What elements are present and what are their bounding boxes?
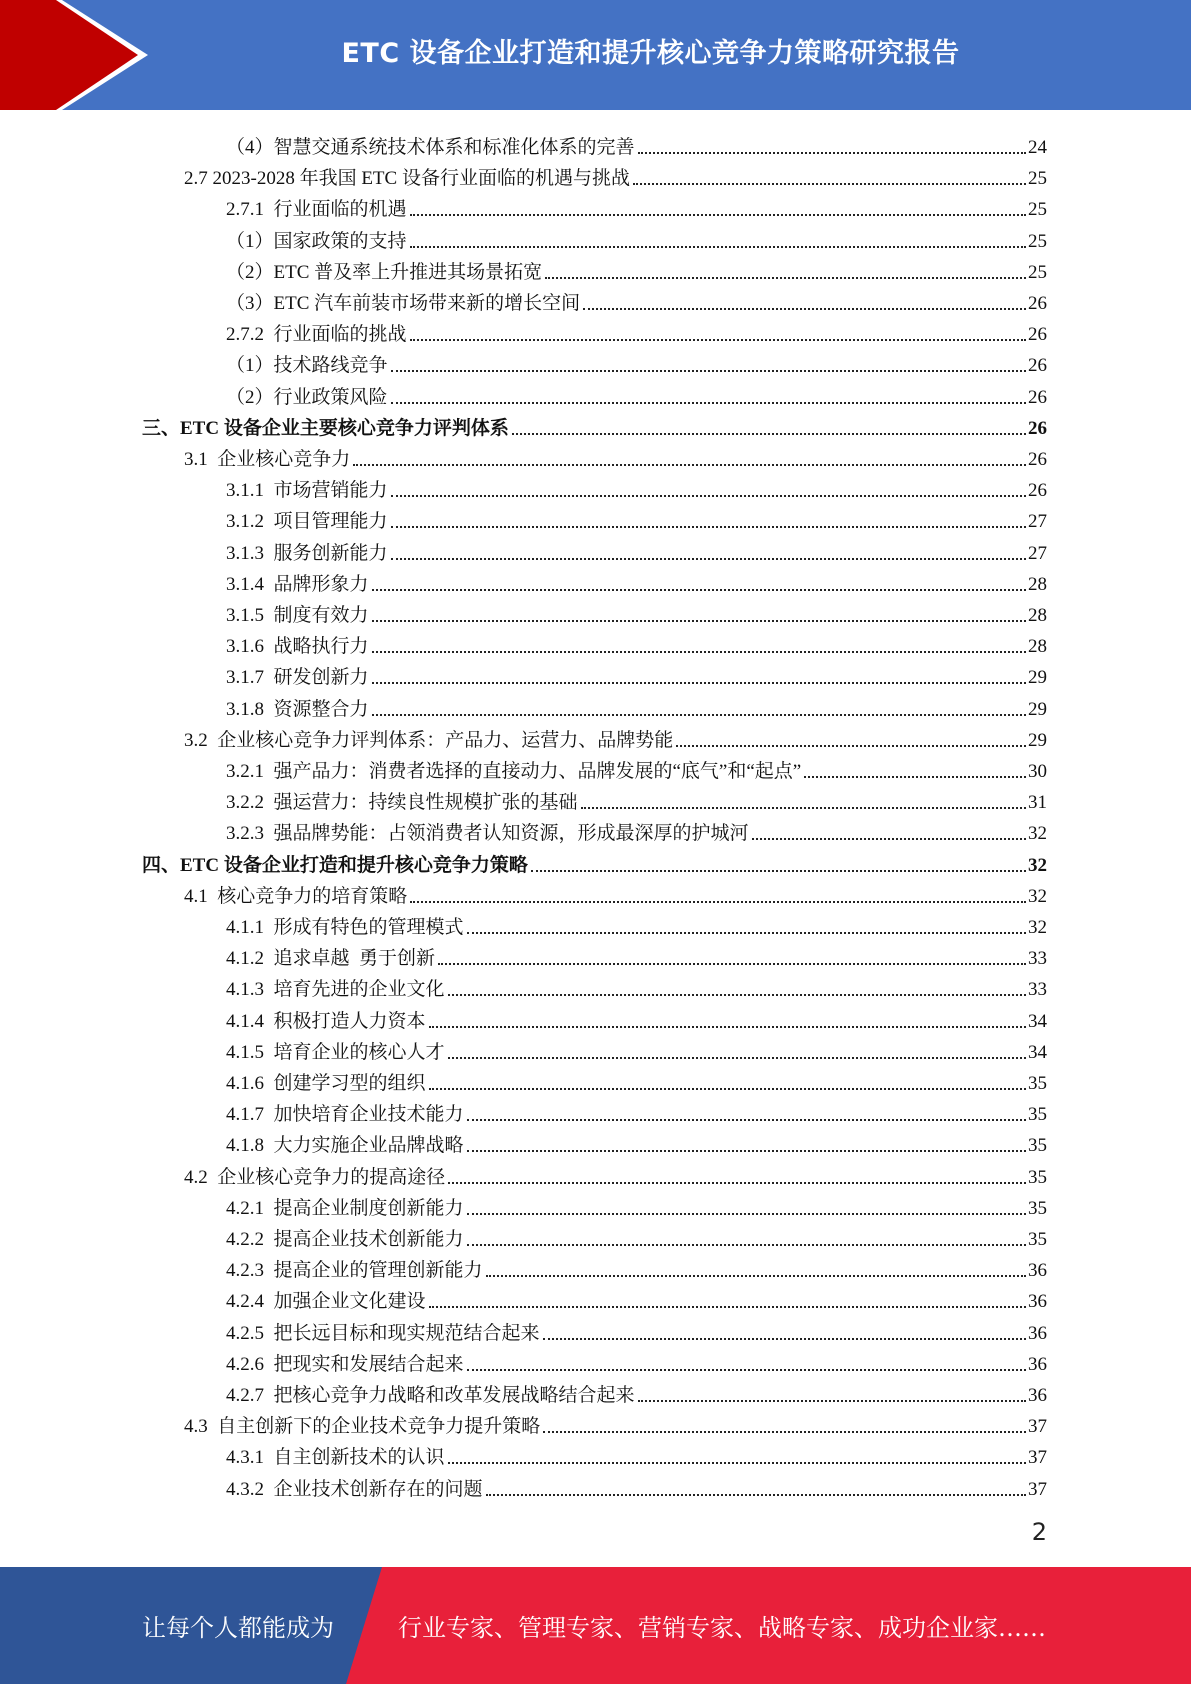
toc-entry[interactable] (226, 908, 1047, 939)
toc-dot-leader (448, 1182, 1026, 1184)
toc-dot-leader (633, 183, 1026, 185)
red-chevron-icon (0, 0, 160, 110)
toc-entry-title: 2.7 2023-2028 年我国 ETC 设备行业面临的机遇与挑战 (184, 168, 630, 190)
toc-entry-title: 4.2.4 加强企业文化建设 (226, 1291, 426, 1313)
toc-entry[interactable] (184, 440, 1047, 471)
toc-entry-page: 25 (1028, 230, 1047, 252)
toc-entry-page: 29 (1028, 729, 1047, 751)
toc-entry[interactable] (226, 1282, 1047, 1313)
toc-entry-page: 36 (1028, 1322, 1047, 1344)
toc-entry-title: 3.1.1 市场营销能力 (226, 480, 388, 502)
toc-entry[interactable] (226, 1064, 1047, 1095)
toc-dot-leader (438, 963, 1026, 965)
toc-entry[interactable] (226, 690, 1047, 721)
toc-entry-page: 32 (1028, 823, 1047, 845)
toc-entry[interactable] (184, 1158, 1047, 1189)
toc-dot-leader (467, 932, 1026, 934)
toc-dot-leader (583, 308, 1026, 310)
toc-entry-title: 4.1.4 积极打造人力资本 (226, 1010, 426, 1032)
toc-entry-page: 32 (1028, 917, 1047, 938)
toc-entry-page: 27 (1028, 511, 1047, 533)
toc-entry-title: 4.1.8 大力实施企业品牌战略 (226, 1135, 464, 1157)
toc-dot-leader (752, 838, 1026, 840)
toc-entry-page: 35 (1028, 1135, 1047, 1157)
toc-dot-leader (467, 1369, 1026, 1371)
toc-entry-title: 3.2 企业核心竞争力评判体系：产品力、运营力、品牌势能 (184, 729, 674, 751)
toc-entry-title: （1）国家政策的支持 (226, 230, 407, 252)
toc-entry-page: 31 (1028, 792, 1047, 814)
toc-dot-leader (391, 495, 1026, 497)
toc-entry[interactable] (226, 658, 1047, 689)
toc-entry-page: 25 (1028, 261, 1047, 283)
toc-entry[interactable] (226, 1376, 1047, 1407)
toc-entry-page: 25 (1028, 168, 1047, 190)
page-header (0, 0, 1191, 110)
toc-entry-title: 3.1.5 制度有效力 (226, 605, 369, 626)
toc-entry[interactable] (142, 409, 1047, 440)
toc-dot-leader (467, 1244, 1026, 1246)
toc-entry[interactable] (226, 1470, 1047, 1501)
toc-entry[interactable] (142, 846, 1047, 877)
toc-entry[interactable] (226, 1095, 1047, 1126)
toc-entry-page: 35 (1028, 1229, 1047, 1250)
toc-entry-page: 24 (1028, 137, 1047, 158)
toc-dot-leader (410, 901, 1026, 903)
toc-entry-title: 3.1 企业核心竞争力 (184, 449, 351, 470)
toc-entry-page: 33 (1028, 979, 1047, 1001)
page-number: 2 (1031, 1518, 1047, 1546)
toc-entry[interactable] (226, 783, 1047, 814)
toc-entry[interactable] (226, 1002, 1047, 1033)
toc-entry[interactable] (226, 315, 1047, 346)
toc-entry[interactable] (184, 1407, 1047, 1438)
toc-entry-page: 35 (1028, 1104, 1047, 1126)
toc-dot-leader (486, 1275, 1026, 1277)
toc-entry[interactable] (226, 1251, 1047, 1282)
toc-entry-title: 4.2.1 提高企业制度创新能力 (226, 1197, 464, 1219)
toc-entry-page: 35 (1028, 1166, 1047, 1188)
toc-dot-leader (391, 558, 1026, 560)
toc-entry[interactable] (226, 1189, 1047, 1220)
toc-entry-title: （1）技术路线竞争 (226, 355, 388, 377)
toc-entry-page: 34 (1028, 1041, 1047, 1063)
toc-entry-page: 26 (1028, 324, 1047, 346)
toc-entry-page: 26 (1028, 480, 1047, 502)
toc-dot-leader (467, 1213, 1026, 1215)
toc-entry[interactable] (226, 284, 1047, 315)
toc-dot-leader (372, 589, 1026, 591)
toc-entry-page: 26 (1028, 417, 1047, 439)
toc-entry-title: 4.1.6 创建学习型的组织 (226, 1073, 426, 1094)
toc-entry-title: 4.3 自主创新下的企业技术竞争力提升策略 (184, 1416, 541, 1438)
toc-entry-title: 4.2.2 提高企业技术创新能力 (226, 1229, 464, 1250)
toc-entry[interactable] (184, 721, 1047, 752)
toc-entry-title: 3.2.1 强产品力：消费者选择的直接动力、品牌发展的“底气”和“起点” (226, 761, 802, 782)
toc-entry-page: 28 (1028, 636, 1047, 658)
toc-entry-title: 3.1.3 服务创新能力 (226, 542, 388, 564)
toc-dot-leader (638, 1400, 1026, 1402)
toc-dot-leader (372, 682, 1026, 684)
toc-entry-title: 4.2.5 把长远目标和现实规范结合起来 (226, 1322, 540, 1344)
toc-dot-leader (676, 745, 1026, 747)
toc-dot-leader (543, 1338, 1026, 1340)
toc-entry[interactable] (226, 939, 1047, 970)
toc-entry[interactable] (226, 1220, 1047, 1251)
toc-entry[interactable] (226, 596, 1047, 627)
toc-entry[interactable] (226, 1345, 1047, 1376)
toc-entry[interactable] (226, 1033, 1047, 1064)
toc-entry-page: 37 (1028, 1478, 1047, 1500)
toc-entry-page: 28 (1028, 605, 1047, 626)
report-title: ETC 设备企业打造和提升核心竞争力策略研究报告 (341, 37, 960, 69)
toc-entry-title: 3.1.6 战略执行力 (226, 636, 369, 658)
toc-entry-title: 4.1.3 培育先进的企业文化 (226, 979, 445, 1001)
toc-entry-title: 3.1.4 品牌形象力 (226, 573, 369, 595)
toc-entry-title: 3.2.3 强品牌势能：占领消费者认知资源，形成最深厚的护城河 (226, 823, 749, 845)
toc-entry-page: 32 (1028, 885, 1047, 907)
page-footer (0, 1567, 1191, 1684)
toc-dot-leader (410, 214, 1026, 216)
toc-entry-page: 36 (1028, 1385, 1047, 1406)
toc-entry[interactable] (226, 814, 1047, 845)
toc-entry-page: 32 (1028, 854, 1047, 876)
toc-entry-title: 4.2 企业核心竞争力的提高途径 (184, 1166, 446, 1188)
toc-dot-leader (804, 776, 1026, 778)
toc-dot-leader (429, 1088, 1026, 1090)
toc-entry-title: （2）行业政策风险 (226, 386, 388, 408)
toc-dot-leader (531, 870, 1026, 872)
toc-entry-title: （3）ETC 汽车前装市场带来新的增长空间 (226, 293, 581, 314)
toc-entry-page: 25 (1028, 199, 1047, 221)
toc-dot-leader (486, 1494, 1026, 1496)
toc-entry[interactable] (226, 1438, 1047, 1469)
toc-entry[interactable] (184, 159, 1047, 190)
toc-entry-page: 27 (1028, 542, 1047, 564)
toc-entry[interactable] (226, 1126, 1047, 1157)
toc-entry-page: 35 (1028, 1073, 1047, 1094)
toc-dot-leader (429, 1026, 1026, 1028)
toc-entry-title: 4.1.1 形成有特色的管理模式 (226, 917, 464, 938)
toc-entry[interactable] (226, 502, 1047, 533)
toc-entry-page: 26 (1028, 293, 1047, 314)
toc-entry-title: 3.1.7 研发创新力 (226, 667, 369, 689)
toc-dot-leader (467, 1119, 1026, 1121)
toc-entry-title: （4）智慧交通系统技术体系和标准化体系的完善 (226, 137, 635, 158)
toc-entry-title: 4.1.7 加快培育企业技术能力 (226, 1104, 464, 1126)
toc-dot-leader (372, 651, 1026, 653)
toc-dot-leader (372, 620, 1026, 622)
toc-entry-title: 2.7.1 行业面临的机遇 (226, 199, 407, 221)
toc-entry[interactable] (226, 1314, 1047, 1345)
toc-entry[interactable] (226, 970, 1047, 1001)
toc-dot-leader (353, 464, 1026, 466)
toc-entry[interactable] (226, 565, 1047, 596)
toc-entry-title: 2.7.2 行业面临的挑战 (226, 324, 407, 346)
footer-slogan-right: 行业专家、管理专家、营销专家、战略专家、成功企业家…… (398, 1614, 1046, 1642)
toc-dot-leader (467, 1150, 1026, 1152)
toc-dot-leader (543, 1431, 1026, 1433)
toc-entry-title: 4.1.2 追求卓越 勇于创新 (226, 948, 436, 970)
toc-dot-leader (448, 1462, 1026, 1464)
footer-slogan-left: 让每个人都能成为 (142, 1614, 334, 1642)
toc-entry-title: 3.2.2 强运营力：持续良性规模扩张的基础 (226, 792, 578, 814)
toc-entry-page: 26 (1028, 355, 1047, 377)
toc-entry-page: 34 (1028, 1010, 1047, 1032)
toc-entry[interactable] (226, 222, 1047, 253)
toc-entry-title: 4.2.3 提高企业的管理创新能力 (226, 1260, 483, 1282)
toc-entry[interactable] (226, 627, 1047, 658)
toc-entry-title: 4.1.5 培育企业的核心人才 (226, 1041, 445, 1063)
toc-dot-leader (391, 402, 1026, 404)
toc-dot-leader (391, 370, 1026, 372)
toc-entry-title: 4.2.6 把现实和发展结合起来 (226, 1353, 464, 1375)
toc-entry-title: 四、ETC 设备企业打造和提升核心竞争力策略 (142, 854, 528, 876)
toc-entry-page: 37 (1028, 1416, 1047, 1438)
toc-entry-page: 29 (1028, 698, 1047, 720)
toc-entry[interactable] (226, 190, 1047, 221)
toc-entry-page: 36 (1028, 1291, 1047, 1313)
toc-entry-page: 37 (1028, 1447, 1047, 1469)
toc-dot-leader (512, 433, 1026, 435)
toc-entry[interactable] (184, 877, 1047, 908)
toc-entry-page: 35 (1028, 1197, 1047, 1219)
toc-entry-page: 28 (1028, 573, 1047, 595)
toc-entry[interactable] (226, 378, 1047, 409)
toc-entry-page: 26 (1028, 386, 1047, 408)
toc-entry[interactable] (226, 128, 1047, 159)
toc-entry-title: 三、ETC 设备企业主要核心竞争力评判体系 (142, 417, 509, 439)
toc-entry-title: 4.2.7 把核心竞争力战略和改革发展战略结合起来 (226, 1385, 635, 1406)
toc-dot-leader (545, 277, 1026, 279)
toc-entry[interactable] (226, 346, 1047, 377)
toc-entry-title: （2）ETC 普及率上升推进其场景拓宽 (226, 261, 543, 283)
toc-entry-title: 4.1 核心竞争力的培育策略 (184, 885, 408, 907)
toc-entry-page: 29 (1028, 667, 1047, 689)
toc-entry[interactable] (226, 471, 1047, 502)
toc-entry-title: 4.3.2 企业技术创新存在的问题 (226, 1478, 483, 1500)
toc-dot-leader (429, 1306, 1026, 1308)
toc-entry-page: 36 (1028, 1260, 1047, 1282)
toc-dot-leader (410, 246, 1026, 248)
toc-entry-page: 33 (1028, 948, 1047, 970)
toc-dot-leader (638, 152, 1026, 154)
toc-dot-leader (448, 994, 1026, 996)
toc-dot-leader (391, 526, 1026, 528)
toc-entry-title: 3.1.2 项目管理能力 (226, 511, 388, 533)
toc-dot-leader (581, 807, 1026, 809)
toc-dot-leader (410, 339, 1026, 341)
toc-entry-title: 3.1.8 资源整合力 (226, 698, 369, 720)
toc-entry-page: 30 (1028, 761, 1047, 782)
toc-entry[interactable] (226, 752, 1047, 783)
toc-dot-leader (448, 1057, 1026, 1059)
toc-dot-leader (372, 714, 1026, 716)
toc-entry[interactable] (226, 253, 1047, 284)
toc-entry-page: 26 (1028, 449, 1047, 470)
toc-entry-title: 4.3.1 自主创新技术的认识 (226, 1447, 445, 1469)
toc-entry-page: 36 (1028, 1353, 1047, 1375)
toc-entry[interactable] (226, 534, 1047, 565)
